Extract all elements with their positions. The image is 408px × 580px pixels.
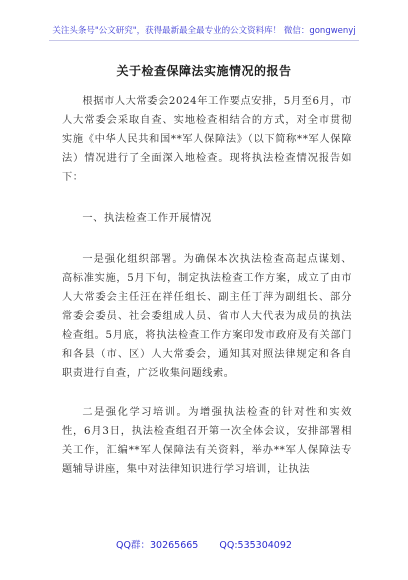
qq-contact-number: QQ:535304092 bbox=[219, 540, 292, 551]
section-heading: 一、执法检查工作开展情况 bbox=[82, 213, 212, 224]
qq-group-number: QQ群：30265665 bbox=[116, 540, 199, 551]
promo-banner-text: 关注头条号"公文研究"，获得最新最全最专业的公文资料库！ 微信：gongwenyj bbox=[52, 26, 356, 36]
intro-paragraph: 根据市人大常委会2024年工作要点安排，5月至6月，市人大常委会采取自查、实地检查相结合的方式，对全市贯彻实施《中华人民共和国**军人保障法》（以下简称**军人保障法）情况进行了全面深入地检查。现将执法检查情况报告如下： bbox=[62, 96, 352, 183]
banner-divider bbox=[49, 40, 359, 41]
document-body bbox=[62, 92, 352, 479]
promo-banner bbox=[0, 24, 408, 41]
document-title: 关于检查保障法实施情况的报告 bbox=[116, 64, 292, 78]
paragraph-training: 二是强化学习培训。为增强执法检查的针对性和实效性，6月3日，执法检查组召开第一次全体会议，安排部署相关工作，汇编**军人保障法有关资料，举办**军人保障法专题辅导讲座，集中对法律知识进行学习培训，让执法 bbox=[62, 407, 352, 475]
paragraph-spacer bbox=[62, 383, 352, 403]
contact-footer bbox=[0, 537, 408, 551]
paragraph-organization: 一是强化组织部署。为确保本次执法检查高起点谋划、高标准实施，5月下旬，制定执法检查工作方案，成立了由市人大常委会主任汪在祥任组长、副主任丁萍为副组长、部分常委会委员、社会委组成人员、省市人大代表为成员的执法检查组。5月底，将执法检查工作方案印发市政府及有关部门和各县（市、区）人大常委会，通知其对照法律规定和各自职责进行自查，广泛收集问题线索。 bbox=[62, 254, 352, 379]
